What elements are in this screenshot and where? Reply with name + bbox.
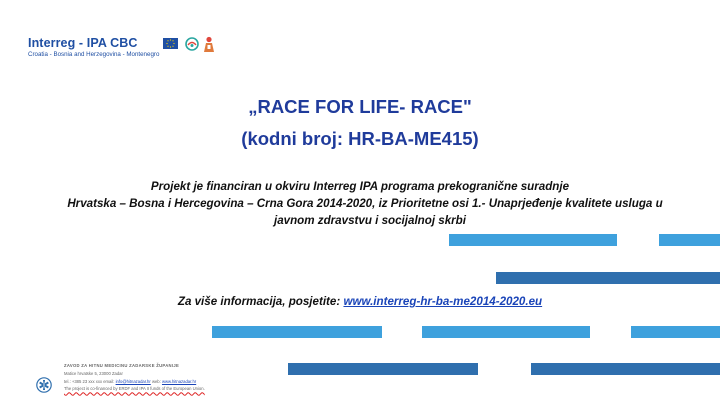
logo-subtitle: Croatia - Bosnia and Herzegovina - Montenegro <box>28 51 160 58</box>
footer-address: Matice hrvatske 5, 23000 Zadar <box>64 370 123 376</box>
emergency-star-icon <box>36 377 52 393</box>
description-line-1: Projekt je financiran u okviru Interreg IPA programa prekogranične suradnje <box>150 180 570 193</box>
decor-bar <box>531 363 720 375</box>
decor-bar <box>288 363 478 375</box>
decor-bar <box>659 234 720 246</box>
project-code: (kodni broj: HR-BA-ME415) <box>241 128 479 149</box>
footer-text <box>64 362 274 393</box>
decor-bar <box>631 326 720 338</box>
person-logo-icon <box>202 36 216 53</box>
interreg-logo <box>28 36 198 60</box>
description-line-3: javnom zdravstvu i socijalnoj skrbi <box>273 214 466 227</box>
more-info-line <box>0 295 720 308</box>
logo-title: Interreg - IPA CBC <box>28 36 138 50</box>
decor-bar <box>422 326 590 338</box>
footer-web-link[interactable]: www.hitnazadar.hr <box>161 378 197 384</box>
description-line-2: Hrvatska – Bosna i Hercegovina – Crna Gora 2014-2020, iz Prioritetne osi 1.- Unaprjeđenje kvalitete usluga u <box>67 197 663 210</box>
partner-logo-icon <box>185 37 199 51</box>
footer-contact-label: tel.: +385 23 xxx xxx email: <box>64 378 116 384</box>
eu-flag-icon <box>163 38 178 49</box>
decor-bar <box>212 326 382 338</box>
footer-org: ZAVOD ZA HITNU MEDICINU ZADARSKE ŽUPANIJE <box>64 363 180 368</box>
footer-contact <box>64 378 274 386</box>
footer-note: The project is co-financed by ERDF and IPA II funds of the European Union. <box>64 386 205 392</box>
website-link[interactable]: www.interreg-hr-ba-me2014-2020.eu <box>343 295 543 308</box>
decor-bar <box>496 272 720 284</box>
footer-email-link[interactable]: info@hitnazadar.hr <box>115 378 151 384</box>
decor-bar <box>449 234 617 246</box>
more-info-label: Za više informacija, posjetite: <box>177 295 344 308</box>
footer-web-label: web: <box>150 378 162 384</box>
project-title: „RACE FOR LIFE- RACE" <box>248 96 472 117</box>
